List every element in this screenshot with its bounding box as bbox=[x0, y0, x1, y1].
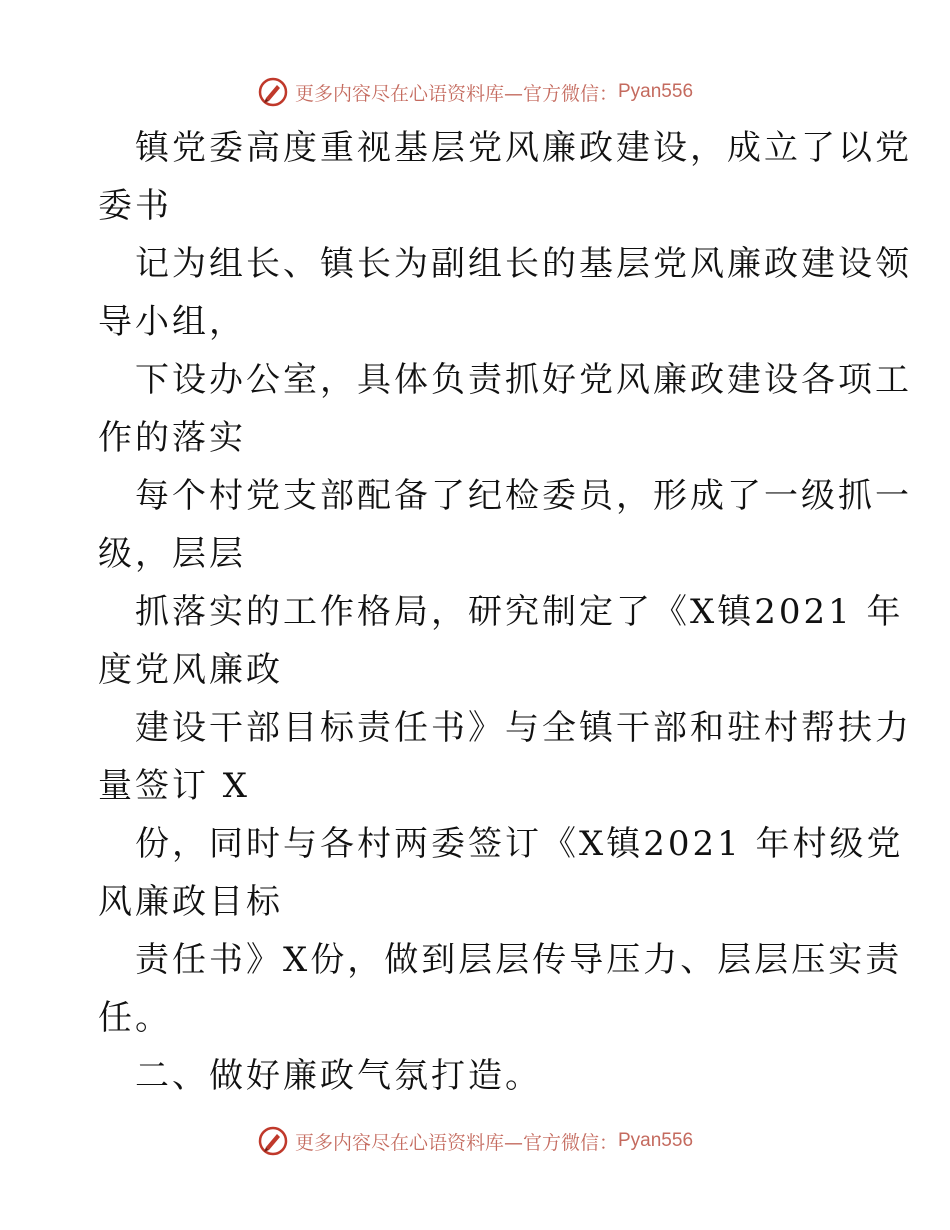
paragraph-line: 风廉政目标 bbox=[98, 882, 283, 922]
paragraph-line: 份，同时与各村两委签订《X镇2021 年村级党 bbox=[135, 824, 904, 864]
paragraph-line: 责任书》X份，做到层层传导压力、层层压实责 bbox=[135, 940, 903, 980]
paragraph-line: 建设干部目标责任书》与全镇干部和驻村帮扶力 bbox=[135, 708, 912, 748]
watermark-text: 更多内容尽在心语资料库—官方微信： bbox=[294, 1131, 618, 1154]
paragraph-line: 作的落实 bbox=[98, 418, 246, 458]
paragraph-line: 每个村党支部配备了纪检委员，形成了一级抓一 bbox=[135, 476, 912, 516]
paragraph-line: 抓落实的工作格局，研究制定了《X镇2021 年 bbox=[135, 592, 904, 632]
watermark-wechat-id: Pyan556 bbox=[618, 81, 694, 102]
watermark-text: 更多内容尽在心语资料库—官方微信： bbox=[294, 82, 618, 105]
paragraph-line: 级，层层 bbox=[98, 534, 246, 574]
pen-logo-icon bbox=[257, 1125, 289, 1157]
paragraph-line: 记为组长、镇长为副组长的基层党风廉政建设领 bbox=[135, 244, 912, 284]
footer-watermark bbox=[0, 1121, 950, 1161]
paragraph-line: 镇党委高度重视基层党风廉政建设，成立了以党 bbox=[135, 128, 912, 168]
paragraph-line: 下设办公室，具体负责抓好党风廉政建设各项工 bbox=[135, 360, 912, 400]
paragraph-line: 导小组， bbox=[98, 302, 246, 342]
watermark-wechat-id: Pyan556 bbox=[618, 1130, 694, 1151]
paragraph-line: 量签订 X bbox=[98, 766, 251, 806]
paragraph-line: 任。 bbox=[98, 998, 172, 1038]
paragraph-line: 委书 bbox=[98, 186, 172, 226]
section-heading: 二、做好廉政气氛打造。 bbox=[135, 1056, 542, 1096]
paragraph-line: 度党风廉政 bbox=[98, 650, 283, 690]
